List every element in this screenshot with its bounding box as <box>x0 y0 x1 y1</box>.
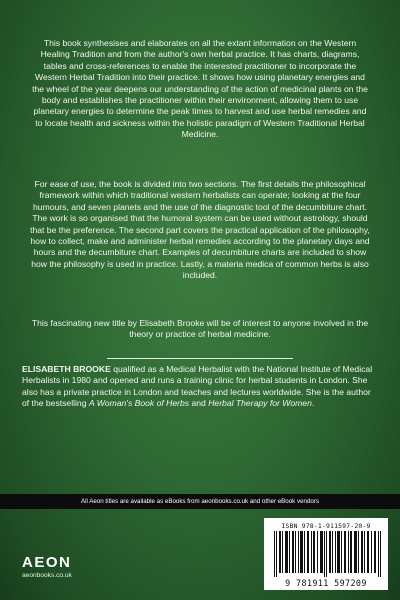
ebook-vendor-bar: All Aeon titles are available as eBooks from aeonbooks.co.uk and other eBook vendors <box>0 494 400 509</box>
divider-rule <box>107 358 293 359</box>
isbn-label: ISBN 978-1-911597-20-9 <box>281 522 371 530</box>
publisher-logo: AEON <box>22 554 72 571</box>
author-name: ELISABETH BROOKE <box>22 364 111 374</box>
author-bio-text-1: qualified as a Medical Herbalist with the National Institute of Medical Herbalists in 1980 and opened and runs a training clinic for herbal students in London. She also has a private practice in London and teaches and lectures worldwide. She is the author of the bestselling <box>22 364 373 409</box>
author-book-1: A Woman's Book of Herbs <box>88 398 190 409</box>
publisher-url: aeonbooks.co.uk <box>22 572 72 579</box>
barcode-digits: 9 781911 597209 <box>285 578 367 588</box>
author-book-2: Herbal Therapy for Women <box>208 398 312 409</box>
blurb-paragraph-3: This fascinating new title by Elisabeth Brooke will be of interest to anyone involved in the theory or practice of herbal medicine. <box>31 318 369 340</box>
publisher-logo-block <box>22 555 112 581</box>
author-bio-text-2: and <box>189 398 209 409</box>
blurb-paragraph-2: For ease of use, the book is divided into two sections. The first details the philosophical framework within which traditional western herbalists can operate; looking at the four humours, and seven planets and the use of the diagnostic tool of the decumbiture chart. The work is so organised that the humoral system can be used without astrology, should that be the preference. The second part covers the practical application of the philosophy, how to collect, make and administer herbal remedies according to the planetary days and hours and the decumbiture chart. Examples of decumbiture charts are included to show how the philosophy is used in practice. Lastly, a materia medica of common herbs is also included. <box>30 179 370 281</box>
author-bio <box>22 364 378 410</box>
barcode-icon <box>274 531 382 577</box>
blurb-paragraph-1: This book synthesises and elaborates on all the extant information on the Western Healing Tradition and from the author's own herbal practice. It has charts, diagrams, tables and cross-references to enable the interested practitioner to incorporate the Western Herbal Tradition into their practice. It shows how using planetary energies and the wheel of the year deepens our understanding of the action of medicinal plants on the body and establishes the practitioner within their environment, allowing them to use planetary energies to determine the peak times to harvest and use herbal remedies and to locate health and sickness within the holistic paradigm of Western Traditional Herbal Medicine. <box>32 38 368 140</box>
barcode-box <box>264 518 388 590</box>
author-bio-text-3: . <box>311 398 315 409</box>
